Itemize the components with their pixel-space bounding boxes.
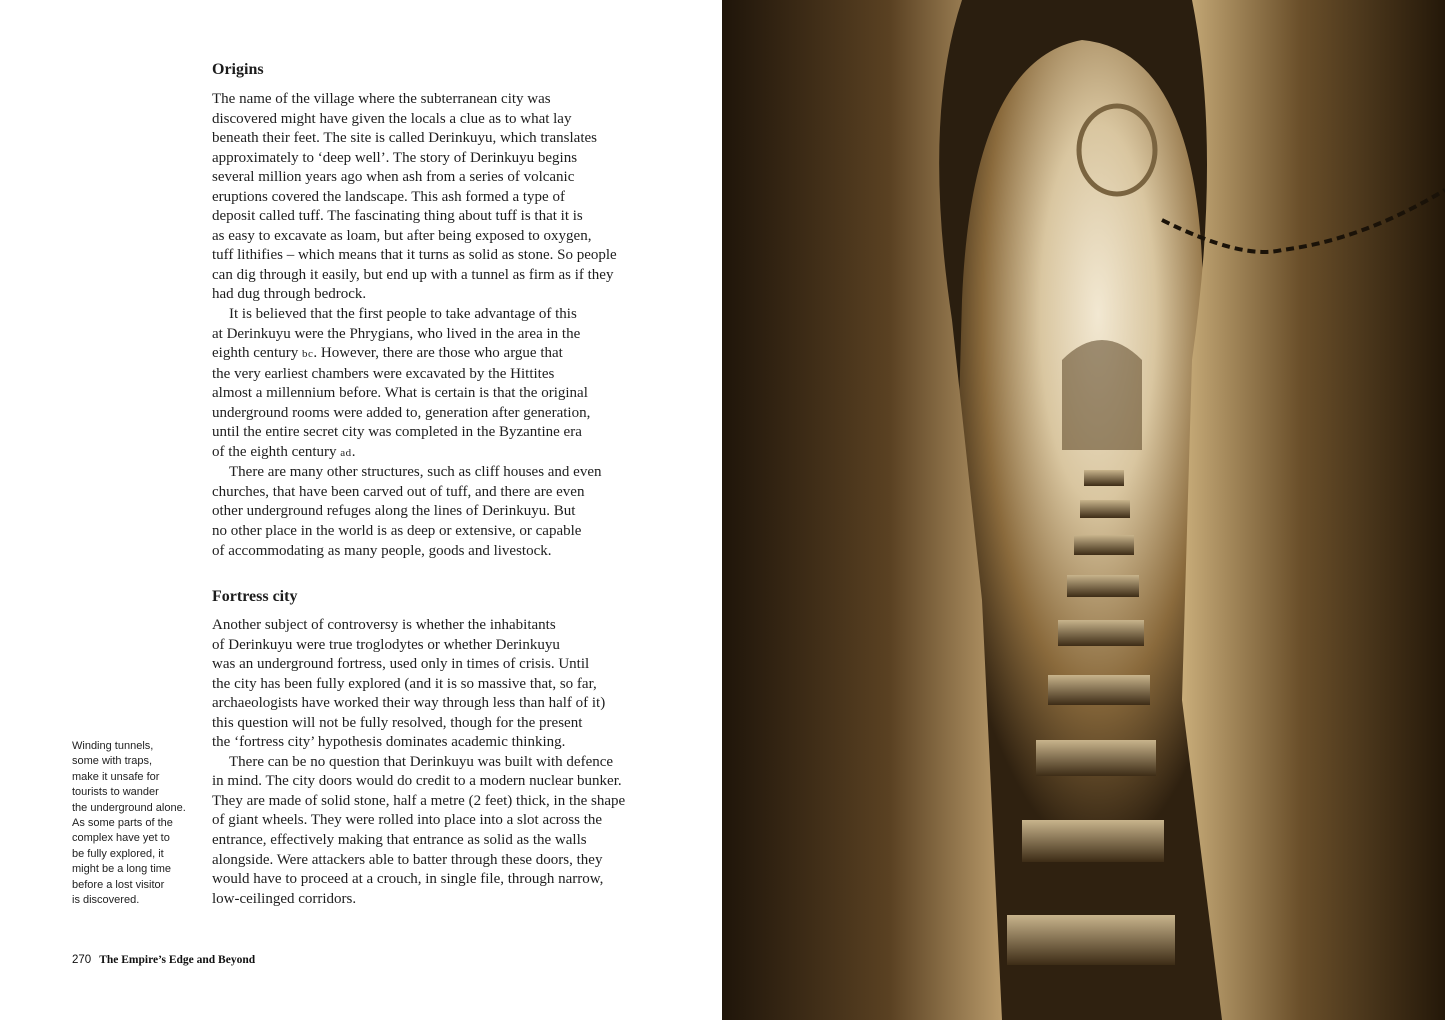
step (1048, 675, 1150, 705)
text-line: was an underground fortress, used only in times of crisis. Until (212, 656, 590, 673)
origins-paragraph-1 (212, 90, 652, 305)
text-line (212, 443, 652, 464)
text-line: would have to proceed at a crouch, in single file, through narrow, (212, 871, 604, 888)
origins-paragraph-2 (212, 305, 652, 463)
text-line: archaeologists have worked their way through less than half of it) (212, 695, 606, 712)
era-ad: ad (340, 446, 352, 459)
text-line: the very earliest chambers were excavated by the Hittites (212, 365, 555, 382)
text-line: approximately to ‘deep well’. The story of Derinkuyu begins (212, 149, 578, 166)
caption-line: the underground alone. (72, 801, 186, 814)
step (1084, 470, 1124, 486)
caption-line: be fully explored, it (72, 847, 164, 860)
tunnel-illustration (722, 0, 1445, 1020)
caption-line: complex have yet to (72, 832, 170, 845)
right-wall (1182, 0, 1445, 1020)
text-line: underground rooms were added to, generation after generation, (212, 404, 591, 421)
text-line: churches, that have been carved out of tuff, and there are even (212, 483, 585, 500)
text-line: this question will not be fully resolved, though for the present (212, 714, 583, 731)
text-line: The name of the village where the subterranean city was (212, 91, 551, 107)
text-line: Another subject of controversy is whether the inhabitants (212, 617, 556, 633)
text-line: beneath their feet. The site is called Derinkuyu, which translates (212, 130, 598, 147)
text-line: deposit called tuff. The fascinating thing about tuff is that it is (212, 208, 583, 225)
fortress-paragraph-1 (212, 616, 652, 753)
left-page (0, 0, 722, 1020)
text-line: alongside. Were attackers able to batter through these doors, they (212, 851, 603, 868)
text-line: of giant wheels. They were rolled into place into a slot across the (212, 812, 603, 829)
step (1067, 575, 1139, 597)
text-line: no other place in the world is as deep or extensive, or capable (212, 523, 582, 540)
text-line: at Derinkuyu were the Phrygians, who lived in the area in the (212, 325, 581, 342)
text-line: in mind. The city doors would do credit to a modern nuclear bunker. (212, 773, 622, 790)
caption-line: tourists to wander (72, 786, 159, 799)
text-line: several million years ago when ash from a series of volcanic (212, 169, 575, 186)
text-line: low-ceilinged corridors. (212, 890, 357, 907)
text-line: had dug through bedrock. (212, 286, 367, 303)
text-line: It is believed that the first people to take advantage of this (229, 306, 577, 323)
heading-fortress-city: Fortress city (212, 588, 298, 605)
text-line: the city has been fully explored (and it is so massive that, so far, (212, 675, 597, 692)
origins-text (212, 90, 652, 561)
fortress-paragraph-2 (212, 753, 652, 909)
heading-origins: Origins (212, 61, 264, 78)
caption-line: Winding tunnels, (72, 740, 154, 752)
step (1007, 915, 1175, 965)
text-line: as easy to excavate as loam, but after being exposed to oxygen, (212, 227, 592, 244)
caption-line: is discovered. (72, 894, 140, 907)
era-bc: bc (301, 348, 314, 361)
caption-line: As some parts of the (72, 817, 173, 830)
step (1022, 820, 1164, 862)
text-line: can dig through it easily, but end up with a tunnel as firm as if they (212, 266, 614, 283)
text-line: There can be no question that Derinkuyu was built with defence (229, 753, 614, 770)
fortress-text (212, 616, 652, 909)
text-line: until the entire secret city was completed in the Byzantine era (212, 424, 582, 441)
text-fragment: of the eighth century (212, 443, 341, 460)
text-fragment: . However, there are those who argue that (313, 345, 563, 362)
caption-line: make it unsafe for (72, 770, 160, 783)
tunnel-photo (722, 0, 1445, 1020)
text-line: tuff lithifies – which means that it turns as solid as stone. So people (212, 247, 617, 264)
text-line: of Derinkuyu were true troglodytes or whether Derinkuyu (212, 636, 560, 653)
step (1080, 500, 1130, 518)
text-line: discovered might have given the locals a clue as to what lay (212, 110, 572, 127)
text-line: There are many other structures, such as cliff houses and even (229, 464, 602, 481)
page-number: 270 (72, 954, 92, 966)
text-line (212, 344, 652, 365)
distant-archway (1062, 340, 1142, 450)
text-line: the ‘fortress city’ hypothesis dominates academic thinking. (212, 734, 566, 751)
text-line: almost a millennium before. What is certain is that the original (212, 385, 588, 402)
text-line: eruptions covered the landscape. This ash formed a type of (212, 188, 565, 205)
step (1058, 620, 1144, 646)
caption-line: some with traps, (72, 755, 153, 768)
text-line: They are made of solid stone, half a metre (2 feet) thick, in the shape (212, 792, 626, 809)
text-line: entrance, effectively making that entrance as solid as the walls (212, 832, 587, 849)
text-fragment: eighth century (212, 345, 302, 362)
text-line: other underground refuges along the lines of Derinkuyu. But (212, 503, 576, 520)
running-title: The Empire’s Edge and Beyond (99, 954, 256, 966)
photo-caption (72, 739, 190, 908)
caption-line: might be a long time (72, 863, 172, 876)
caption-line: before a lost visitor (72, 878, 165, 891)
step (1074, 535, 1134, 555)
text-line: of accommodating as many people, goods and livestock. (212, 542, 552, 559)
origins-paragraph-3 (212, 463, 652, 561)
text-fragment: . (351, 443, 356, 460)
page-footer (72, 954, 255, 966)
step (1036, 740, 1156, 776)
